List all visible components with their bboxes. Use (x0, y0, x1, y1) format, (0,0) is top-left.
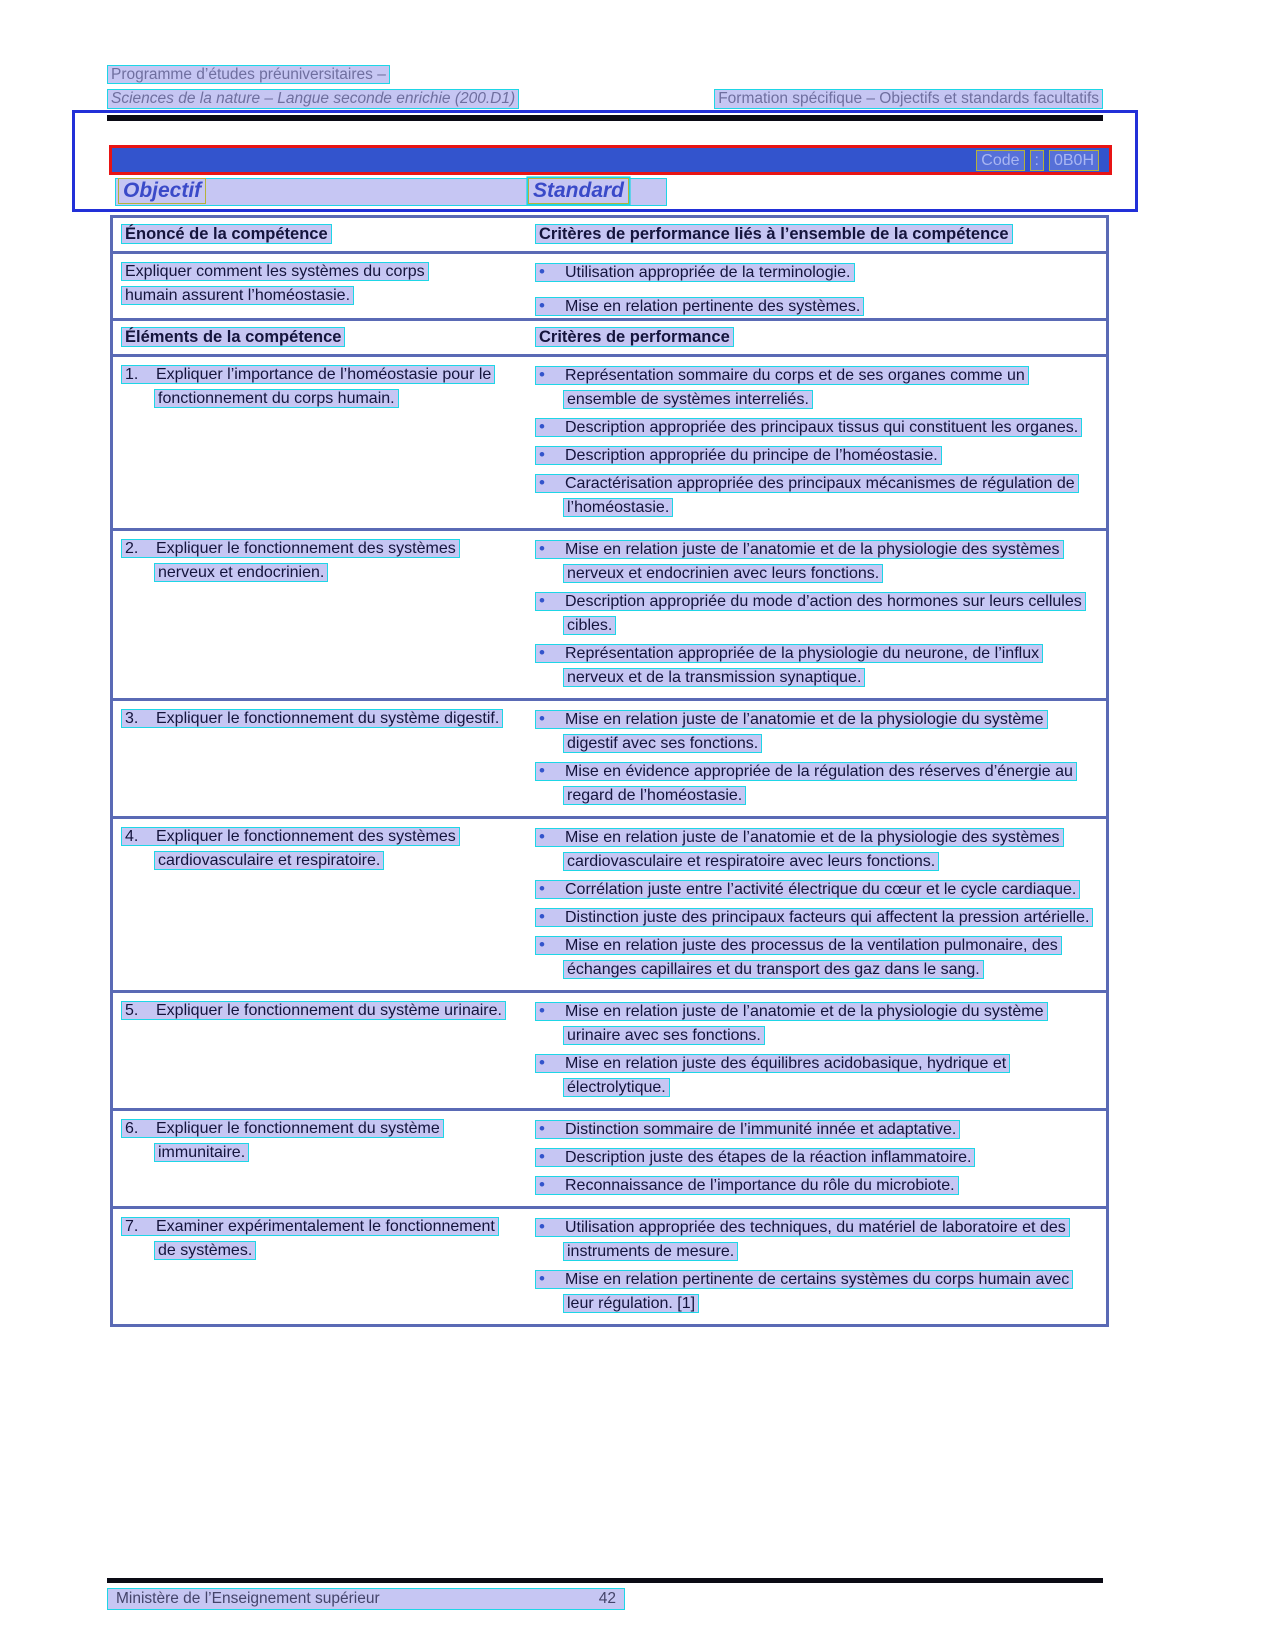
element-number: 6. (125, 1120, 139, 1137)
performance-criterion (535, 471, 1098, 520)
performance-criterion (535, 589, 1098, 638)
performance-criterion (535, 1117, 1098, 1142)
competence-element (121, 707, 514, 731)
element-number: 4. (125, 828, 139, 845)
elements-table (110, 318, 1109, 1327)
criteria-list (523, 1215, 1106, 1316)
criterion-text: Corrélation juste entre l’activité électrique du cœur et le cycle cardiaque. (565, 881, 1077, 898)
bullet-icon: • (539, 417, 545, 436)
bullet-icon: • (539, 1269, 545, 1288)
enonce-criteria-list (523, 260, 1106, 319)
standard-heading: Standard (528, 178, 629, 204)
criteria-list (523, 707, 1106, 808)
enonce-row (113, 254, 1106, 327)
enonce-col2-header: Critères de performance liés à l’ensemble de la compétence (535, 224, 1013, 244)
criterion-text: Description appropriée du principe de l’homéostasie. (565, 447, 938, 464)
element-number: 7. (125, 1218, 139, 1235)
performance-criterion (535, 1173, 1098, 1198)
performance-criterion (535, 999, 1098, 1048)
criterion-text: Reconnaissance de l’importance du rôle du microbiote. (565, 1177, 955, 1194)
element-number: 2. (125, 540, 139, 557)
element-number: 3. (125, 710, 139, 727)
bullet-icon: • (539, 262, 545, 281)
header-section-title: Formation spécifique – Objectifs et standards facultatifs (714, 89, 1103, 109)
enonce-col1-header: Énoncé de la compétence (121, 224, 332, 244)
bullet-icon: • (539, 1217, 545, 1236)
table-row (113, 698, 1106, 816)
code-value: 0B0H (1049, 150, 1099, 171)
elements-table-header (113, 321, 1106, 357)
bullet-icon: • (539, 365, 545, 384)
code-label: Code (976, 150, 1024, 171)
element-text: Expliquer le fonctionnement du système urinaire. (156, 1002, 502, 1019)
header-program-subtitle: Sciences de la nature – Langue seconde enrichie (200.D1) (107, 89, 519, 109)
element-number: 5. (125, 1002, 139, 1019)
criterion-text: Description appropriée du mode d’action des hormones sur leurs cellules cibles. (565, 593, 1082, 634)
bullet-icon: • (539, 709, 545, 728)
bullet-icon: • (539, 1175, 545, 1194)
element-text: Expliquer le fonctionnement des systèmes cardiovasculaire et respiratoire. (156, 828, 456, 869)
criteria-list (523, 363, 1106, 520)
footer-ministry: Ministère de l’Enseignement supérieur (116, 1590, 380, 1607)
criterion-text: Représentation sommaire du corps et de ses organes comme un ensemble de systèmes interreliés. (565, 367, 1025, 408)
competence-element (121, 825, 514, 873)
bullet-icon: • (539, 445, 545, 464)
performance-criterion (535, 260, 1098, 285)
performance-criterion (535, 641, 1098, 690)
bullet-icon: • (539, 827, 545, 846)
enonce-table (110, 215, 1109, 330)
criterion-text: Mise en relation pertinente de certains systèmes du corps humain avec leur régulation. [1] (565, 1271, 1070, 1312)
criterion-text: Description juste des étapes de la réaction inflammatoire. (565, 1149, 972, 1166)
performance-criterion (535, 537, 1098, 586)
bullet-icon: • (539, 539, 545, 558)
competence-element (121, 1117, 514, 1165)
code-bar (109, 145, 1112, 175)
element-number: 1. (125, 366, 139, 383)
performance-criterion (535, 1051, 1098, 1100)
table-row (113, 990, 1106, 1108)
competence-element (121, 1215, 514, 1263)
bullet-icon: • (539, 1001, 545, 1020)
performance-criterion (535, 363, 1098, 412)
criterion-text: Distinction sommaire de l’immunité innée et adaptative. (565, 1121, 957, 1138)
competence-statement: Expliquer comment les systèmes du corps humain assurent l’homéostasie. (121, 260, 451, 308)
bullet-icon: • (539, 643, 545, 662)
criteria-list (523, 825, 1106, 982)
bullet-icon: • (539, 473, 545, 492)
criteria-list (523, 1117, 1106, 1198)
criterion-text: Utilisation appropriée des techniques, du matériel de laboratoire et des instruments de mesure. (565, 1219, 1066, 1260)
enonce-table-header (113, 218, 1106, 254)
table-row (113, 357, 1106, 528)
performance-criterion (535, 933, 1098, 982)
criterion-text: Caractérisation appropriée des principaux mécanismes de régulation de l’homéostasie. (565, 475, 1075, 516)
objectif-standard-row (110, 177, 1106, 207)
element-text: Expliquer le fonctionnement des systèmes nerveux et endocrinien. (156, 540, 456, 581)
header-rule (107, 115, 1103, 121)
criteria-list (523, 999, 1106, 1100)
bullet-icon: • (539, 761, 545, 780)
element-text: Expliquer le fonctionnement du système digestif. (156, 710, 500, 727)
bullet-icon: • (539, 907, 545, 926)
criterion-text: Mise en relation juste de l’anatomie et de la physiologie des systèmes nerveux et endocrinien avec leurs fonctions. (565, 541, 1060, 582)
criterion-text: Représentation appropriée de la physiologie du neurone, de l’influx nerveux et de la transmission synaptique. (565, 645, 1040, 686)
competence-element (121, 537, 514, 585)
bullet-icon: • (539, 1053, 545, 1072)
performance-criterion (535, 415, 1098, 440)
criterion-text: Utilisation appropriée de la terminologie. (565, 264, 851, 281)
performance-criterion (535, 877, 1098, 902)
footer (107, 1588, 625, 1610)
bullet-icon: • (539, 591, 545, 610)
performance-criterion (535, 1145, 1098, 1170)
criterion-text: Mise en relation juste des équilibres acidobasique, hydrique et électrolytique. (565, 1055, 1007, 1096)
criterion-text: Mise en évidence appropriée de la régulation des réserves d’énergie au regard de l’homéostasie. (565, 763, 1073, 804)
performance-criterion (535, 1215, 1098, 1264)
table-row (113, 1206, 1106, 1324)
document-header-line2 (107, 89, 1103, 109)
criteria-list (523, 537, 1106, 690)
header-program-title: Programme d’études préuniversitaires – (107, 65, 390, 84)
performance-criterion (535, 707, 1098, 756)
element-text: Expliquer l’importance de l’homéostasie pour le fonctionnement du corps humain. (156, 366, 492, 407)
criterion-text: Mise en relation pertinente des systèmes. (565, 298, 861, 315)
element-text: Examiner expérimentalement le fonctionnement de systèmes. (156, 1218, 495, 1259)
table-row (113, 528, 1106, 698)
performance-criterion (535, 1267, 1098, 1316)
criterion-text: Distinction juste des principaux facteurs qui affectent la pression artérielle. (565, 909, 1090, 926)
performance-criterion (535, 759, 1098, 808)
footer-page-number: 42 (598, 1590, 616, 1607)
competence-element (121, 999, 514, 1023)
criterion-text: Mise en relation juste de l’anatomie et de la physiologie du système digestif avec ses fonctions. (565, 711, 1044, 752)
table-row (113, 1108, 1106, 1206)
bullet-icon: • (539, 1119, 545, 1138)
elements-rows (113, 357, 1106, 1324)
code-separator: : (1030, 150, 1044, 171)
performance-criterion (535, 443, 1098, 468)
element-text: Expliquer le fonctionnement du système immunitaire. (156, 1120, 440, 1161)
criterion-text: Mise en relation juste de l’anatomie et de la physiologie des systèmes cardiovasculaire et respiratoire avec leurs fonctions. (565, 829, 1060, 870)
competence-element (121, 363, 514, 411)
bullet-icon: • (539, 935, 545, 954)
document-header-line1 (107, 66, 390, 84)
elements-col2-header: Critères de performance (535, 327, 734, 347)
elements-col1-header: Éléments de la compétence (121, 327, 345, 347)
bullet-icon: • (539, 296, 545, 315)
performance-criterion (535, 294, 1098, 319)
criterion-text: Mise en relation juste de l’anatomie et de la physiologie du système urinaire avec ses fonctions. (565, 1003, 1044, 1044)
bullet-icon: • (539, 1147, 545, 1166)
performance-criterion (535, 825, 1098, 874)
performance-criterion (535, 905, 1098, 930)
table-row (113, 816, 1106, 990)
objectif-heading: Objectif (118, 178, 206, 204)
criterion-text: Mise en relation juste des processus de la ventilation pulmonaire, des échanges capillaires et du transport des gaz dans le sang. (565, 937, 1058, 978)
footer-rule (107, 1578, 1103, 1583)
criterion-text: Description appropriée des principaux tissus qui constituent les organes. (565, 419, 1079, 436)
bullet-icon: • (539, 879, 545, 898)
